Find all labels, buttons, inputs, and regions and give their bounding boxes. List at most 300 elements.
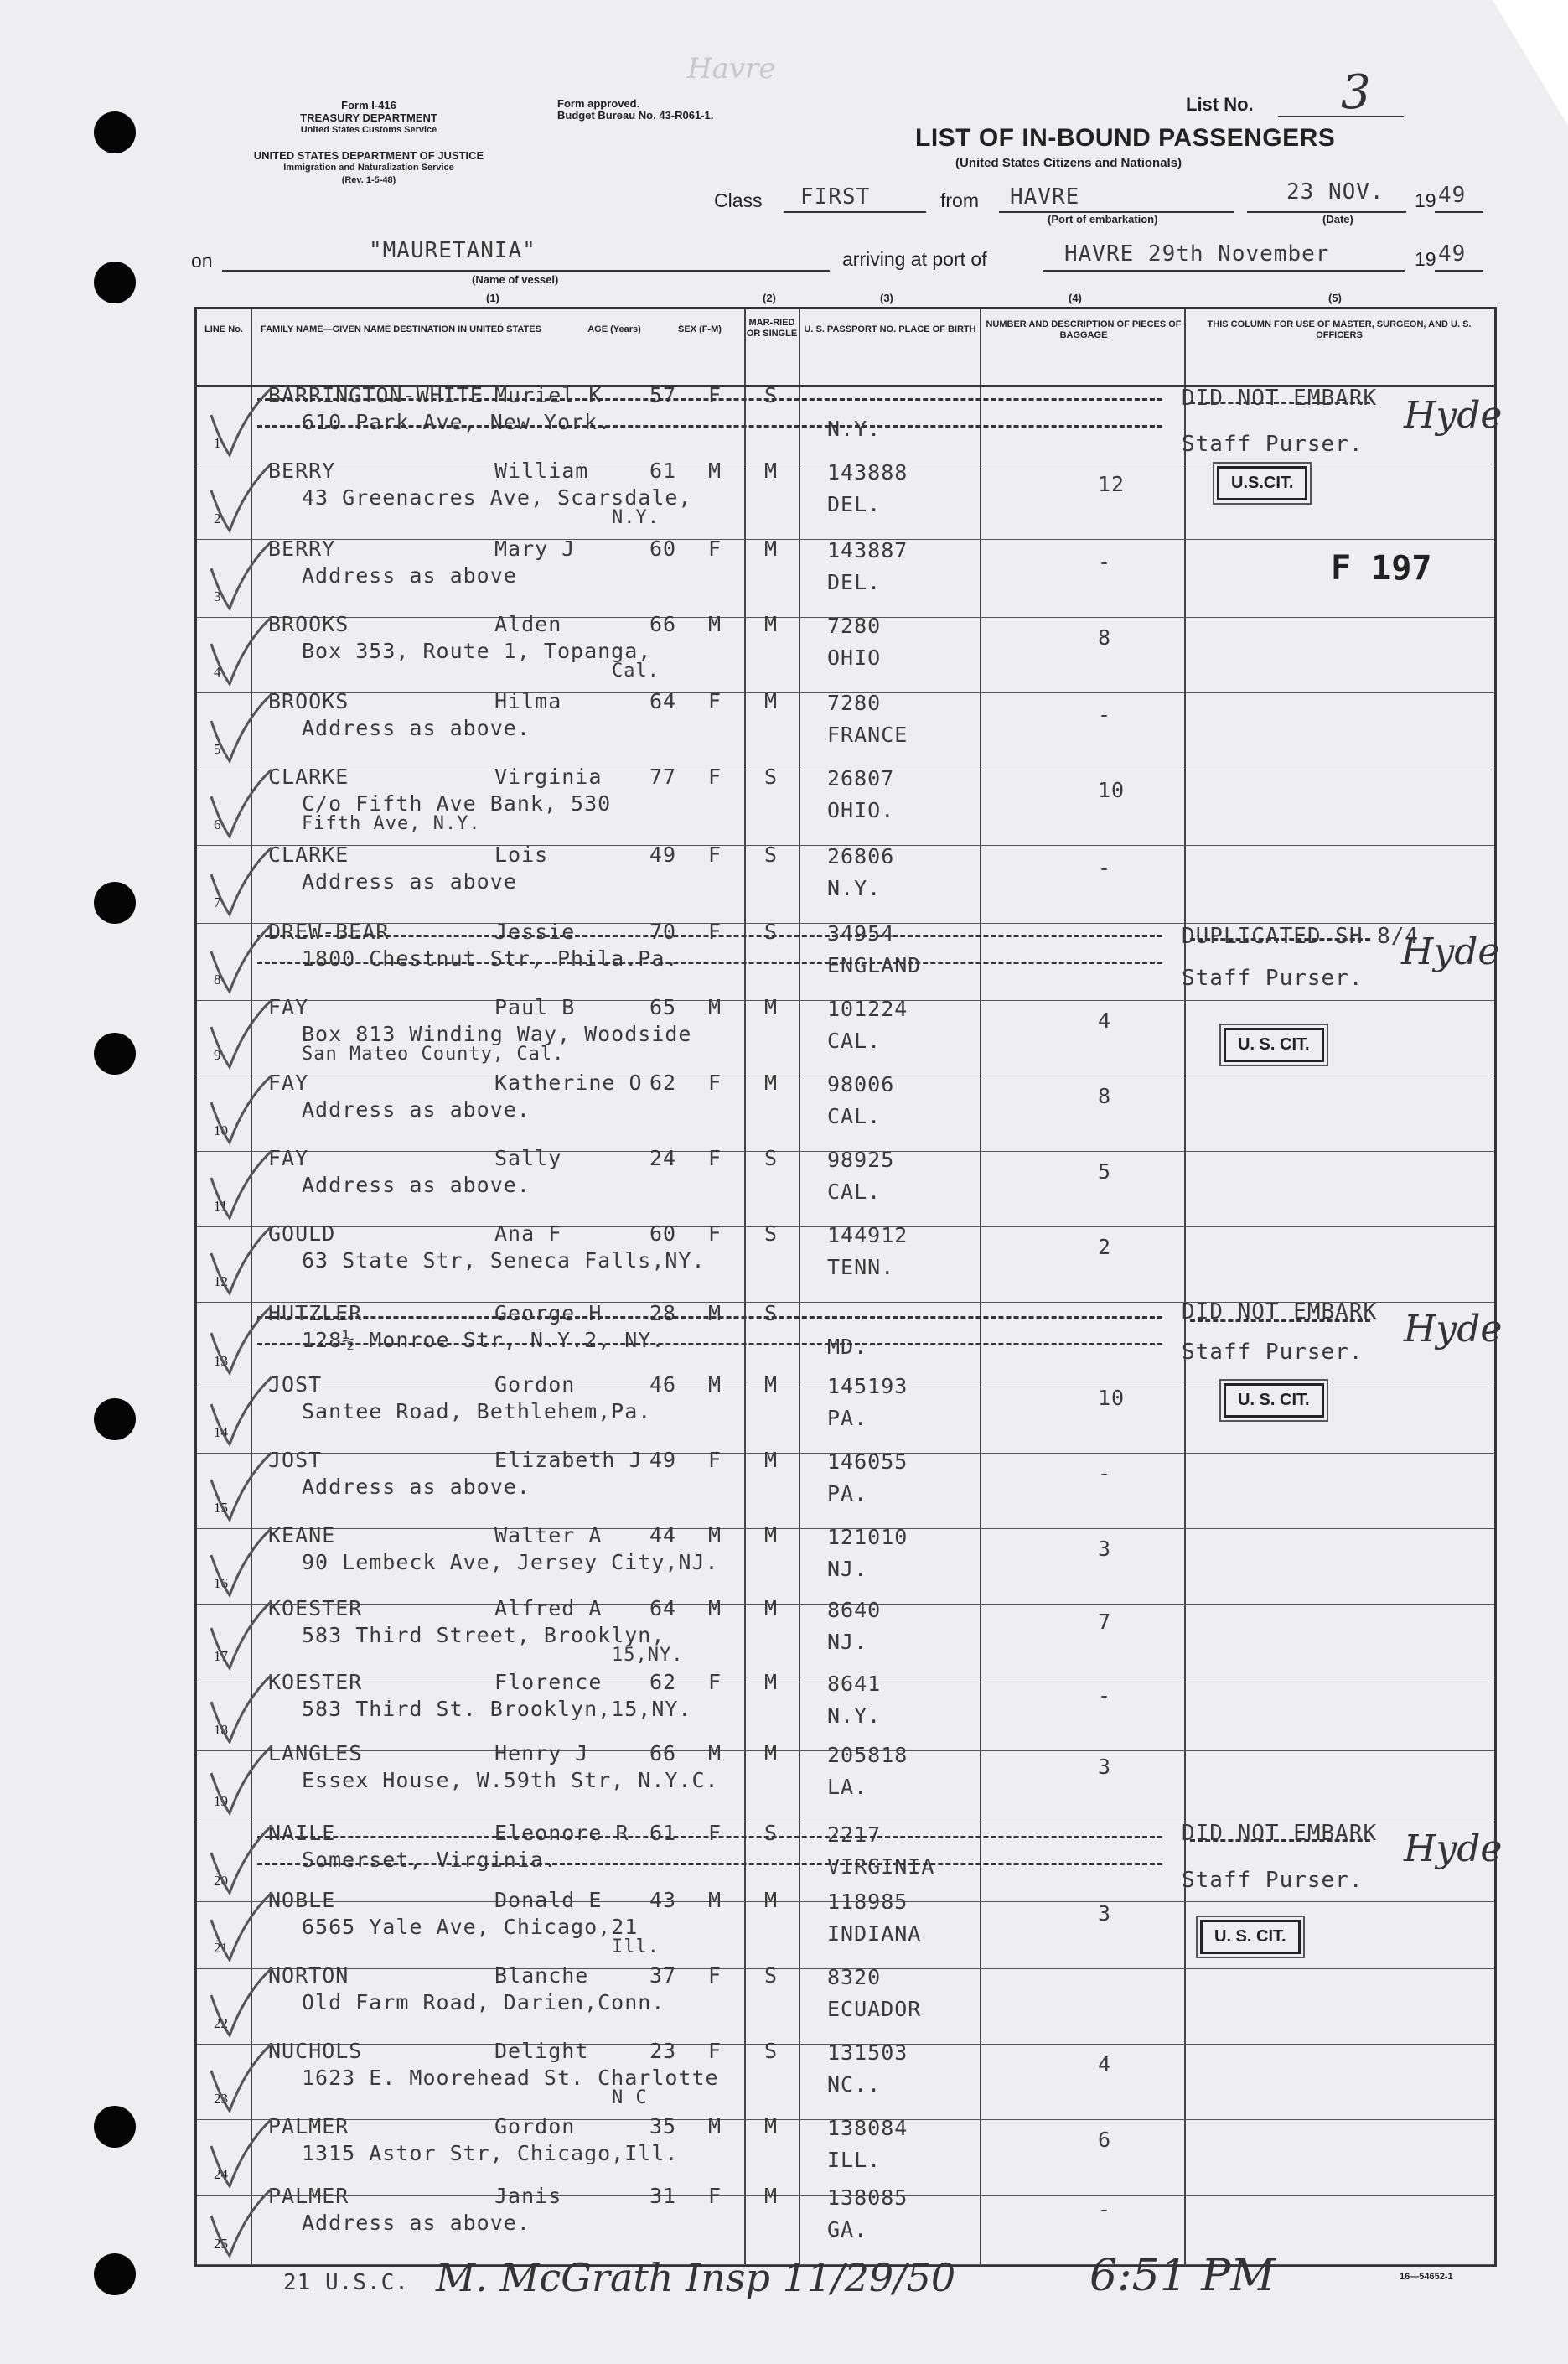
passenger-marital: S [764, 1963, 779, 1988]
passenger-passport-no: 26806 [827, 844, 895, 868]
passenger-given-name: Gordon [494, 1372, 576, 1397]
passenger-surname: DREW-BEAR [268, 920, 390, 944]
year2-line [1435, 270, 1483, 272]
passenger-passport-no: 143888 [827, 460, 908, 485]
passenger-birthplace: MD. [827, 1335, 868, 1359]
year2-prefix: 19 [1415, 248, 1436, 270]
passenger-given-name: Ana F [494, 1221, 562, 1246]
passenger-marital: M [764, 2184, 779, 2208]
passenger-age: 70 [649, 920, 677, 944]
passenger-address: 1800 Chestnut Str, Phila.Pa. [302, 946, 679, 971]
passenger-marital: M [764, 537, 779, 561]
passenger-age: 57 [649, 383, 677, 407]
form-approved: Form approved. [557, 97, 640, 110]
passenger-surname: CLARKE [268, 842, 349, 867]
col-head-remarks: THIS COLUMN FOR USE OF MASTER, SURGEON, AND U. S. OFFICERS [1207, 319, 1472, 340]
passenger-address: Essex House, W.59th Str, N.Y.C. [302, 1768, 719, 1792]
passenger-address: Box 813 Winding Way, Woodside [302, 1022, 692, 1046]
passenger-address: 583 Third St. Brooklyn,15,NY. [302, 1697, 692, 1721]
passenger-given-name: George H [494, 1301, 603, 1325]
line-number: 8 [214, 972, 221, 988]
passenger-surname: KEANE [268, 1523, 336, 1547]
passenger-birthplace: CAL. [827, 1179, 882, 1204]
line-number: 23 [214, 2091, 228, 2107]
form-title: LIST OF IN-BOUND PASSENGERS [915, 124, 1336, 152]
passenger-baggage: 7 [1098, 1610, 1112, 1634]
line-number: 24 [214, 2166, 228, 2182]
passenger-baggage: - [1098, 702, 1112, 727]
passenger-marital: M [764, 1670, 779, 1694]
passenger-marital: M [764, 459, 779, 483]
passenger-baggage: - [1098, 550, 1112, 574]
passenger-passport-no: 26807 [827, 766, 895, 791]
us-cit-stamp: U. S. CIT. [1224, 1383, 1324, 1418]
remark-note: F 197 [1331, 549, 1432, 588]
strike-through [257, 1343, 1162, 1345]
passenger-surname: PALMER [268, 2114, 349, 2138]
passenger-passport-no: 7280 [827, 691, 882, 715]
passenger-marital: S [764, 842, 779, 867]
passenger-sex: F [708, 842, 722, 867]
port-embark-caption: (Port of embarkation) [1048, 213, 1158, 226]
line-number: 18 [214, 1722, 228, 1738]
passenger-marital: M [764, 1071, 779, 1095]
passenger-given-name: Muriel K [494, 383, 603, 407]
list-no-label: List No. [1186, 94, 1254, 115]
passenger-birthplace: NJ. [827, 1630, 868, 1654]
passenger-passport-no: 8640 [827, 1598, 882, 1622]
remark-duplicated: DUPLICATED SH 8/4 [1182, 924, 1420, 949]
remark-did-not-embark: DID NOT EMBARK [1182, 1821, 1378, 1846]
passenger-birthplace: ILL. [827, 2148, 882, 2172]
passenger-birthplace: NC.. [827, 2072, 882, 2097]
passenger-baggage: 4 [1098, 1008, 1112, 1033]
form-id: Form I-416 [341, 99, 396, 111]
col-head-baggage: NUMBER AND DESCRIPTION OF PIECES OF BAGGAGE [986, 319, 1182, 340]
strike-through [257, 425, 1162, 428]
passenger-marital: S [764, 920, 779, 944]
arriving-label: arriving at port of [842, 248, 987, 270]
passenger-address: 610 Park Ave, New York. [302, 410, 612, 434]
passenger-sex: M [708, 612, 722, 636]
line-number: 5 [214, 741, 221, 757]
passenger-age: 46 [649, 1372, 677, 1397]
passenger-address: C/o Fifth Ave Bank, 530 [302, 791, 612, 816]
passenger-age: 23 [649, 2039, 677, 2063]
dept-treasury: TREASURY DEPARTMENT [300, 111, 437, 124]
strike-through [257, 1836, 1162, 1838]
remark-staff-purser: Staff Purser. [1182, 1868, 1364, 1893]
passenger-marital: M [764, 2114, 779, 2138]
year-line [1435, 211, 1483, 213]
purser-signature: Hyde [1404, 1308, 1503, 1350]
strike-through [257, 962, 1162, 964]
passenger-age: 66 [649, 1741, 677, 1765]
line-number: 20 [214, 1873, 228, 1889]
passenger-table [194, 307, 1500, 2267]
passenger-sex: F [708, 2184, 722, 2208]
dept-treasury-sub: United States Customs Service [300, 125, 437, 135]
passenger-passport-no: 138085 [827, 2185, 908, 2210]
passenger-passport-no: 101224 [827, 997, 908, 1021]
passenger-surname: NUCHOLS [268, 2039, 363, 2063]
passenger-baggage: 5 [1098, 1159, 1112, 1184]
passenger-sex: F [708, 1963, 722, 1988]
vessel-caption: (Name of vessel) [472, 273, 559, 286]
passenger-birthplace: CAL. [827, 1104, 882, 1128]
passenger-sex: F [708, 383, 722, 407]
passenger-birthplace: CAL. [827, 1029, 882, 1053]
passenger-address-2: San Mateo County, Cal. [302, 1044, 565, 1065]
date-caption: (Date) [1322, 213, 1353, 226]
passenger-sex: F [708, 1448, 722, 1472]
passenger-surname: CLARKE [268, 765, 349, 789]
passenger-address: Address as above. [302, 2211, 530, 2235]
passenger-address-2: N.Y. [612, 507, 660, 528]
passenger-birthplace: ECUADOR [827, 1997, 922, 2021]
line-number: 16 [214, 1575, 228, 1591]
form-revision: (Rev. 1-5-48) [341, 175, 396, 185]
dept-justice: UNITED STATES DEPARTMENT OF JUSTICE [253, 149, 484, 162]
passenger-birthplace: DEL. [827, 492, 882, 516]
passenger-given-name: Henry J [494, 1741, 589, 1765]
passenger-birthplace: PA. [827, 1406, 868, 1430]
binder-hole [94, 262, 136, 303]
passenger-passport-no: 143887 [827, 538, 908, 562]
passenger-sex: F [708, 1071, 722, 1095]
passenger-sex: F [708, 689, 722, 713]
passenger-given-name: Blanche [494, 1963, 589, 1988]
passenger-address: Santee Road, Bethlehem,Pa. [302, 1399, 652, 1423]
passenger-given-name: Eleonore R [494, 1821, 629, 1845]
passenger-address: Somerset, Virginia. [302, 1848, 557, 1872]
passenger-age: 65 [649, 995, 677, 1019]
passenger-passport-no: 7280 [827, 614, 882, 638]
binder-hole [94, 2106, 136, 2148]
us-cit-stamp: U.S.CIT. [1217, 466, 1307, 500]
passenger-age: 44 [649, 1523, 677, 1547]
passenger-address: 43 Greenacres Ave, Scarsdale, [302, 485, 692, 510]
passenger-birthplace: OHIO. [827, 798, 895, 822]
passenger-sex: M [708, 1372, 722, 1397]
passenger-marital: M [764, 1888, 779, 1912]
passenger-sex: F [708, 2039, 722, 2063]
line-number: 7 [214, 894, 221, 910]
passenger-passport-no: 118985 [827, 1890, 908, 1914]
line-number: 6 [214, 817, 221, 832]
passenger-given-name: Jessie [494, 920, 576, 944]
passenger-sex: M [708, 1741, 722, 1765]
passenger-age: 24 [649, 1146, 677, 1170]
passenger-baggage: - [1098, 1683, 1112, 1708]
line-number: 17 [214, 1648, 228, 1664]
passenger-sex: M [708, 1888, 722, 1912]
col-num-2: (2) [763, 292, 776, 304]
passenger-address-2: Ill. [612, 1936, 660, 1957]
arrival-line [1043, 270, 1405, 272]
remark-did-not-embark: DID NOT EMBARK [1182, 1299, 1378, 1325]
faint-port-note: Havre [687, 52, 776, 86]
passenger-address: 90 Lembeck Ave, Jersey City,NJ. [302, 1550, 719, 1574]
col-head-name: FAMILY NAME—GIVEN NAME DESTINATION IN UNITED STATES [261, 324, 541, 334]
passenger-passport-no: 145193 [827, 1374, 908, 1398]
col-num-4: (4) [1069, 292, 1082, 304]
passenger-surname: JOST [268, 1448, 323, 1472]
class-value: FIRST [800, 184, 871, 210]
passenger-surname: PALMER [268, 2184, 349, 2208]
passenger-sex: M [708, 1301, 722, 1325]
passenger-sex: F [708, 920, 722, 944]
passenger-age: 31 [649, 2184, 677, 2208]
passenger-birthplace: INDIANA [827, 1921, 922, 1946]
binder-hole [94, 111, 136, 153]
passenger-given-name: Hilma [494, 689, 562, 713]
passenger-surname: JOST [268, 1372, 323, 1397]
purser-signature: Hyde [1401, 931, 1500, 973]
inspection-time: 6:51 PM [1089, 2251, 1276, 2301]
passenger-passport-no: 205818 [827, 1743, 908, 1767]
passenger-marital: S [764, 2039, 779, 2063]
strike-through [257, 1316, 1162, 1319]
passenger-age: 43 [649, 1888, 677, 1912]
passenger-sex: M [708, 995, 722, 1019]
passenger-birthplace: ENGLAND [827, 953, 922, 977]
passenger-address: Address as above. [302, 1097, 530, 1122]
passenger-surname: BARRINGTON-WHITE [268, 383, 484, 407]
passenger-address: Box 353, Route 1, Topanga, [302, 639, 652, 663]
passenger-passport-no: 8320 [827, 1965, 882, 1989]
from-label: from [940, 189, 979, 211]
passenger-birthplace: DEL. [827, 570, 882, 594]
passenger-sex: M [708, 1596, 722, 1620]
passenger-age: 64 [649, 1596, 677, 1620]
vessel-line [222, 270, 830, 272]
passenger-baggage: - [1098, 2197, 1112, 2221]
passenger-passport-no: 144912 [827, 1223, 908, 1247]
passenger-given-name: Florence [494, 1670, 603, 1694]
passenger-given-name: Lois [494, 842, 549, 867]
passenger-marital: M [764, 612, 779, 636]
passenger-given-name: Donald E [494, 1888, 603, 1912]
passenger-surname: BROOKS [268, 612, 349, 636]
passenger-baggage: 10 [1098, 778, 1126, 802]
passenger-surname: GOULD [268, 1221, 336, 1246]
passenger-age: 61 [649, 1821, 677, 1845]
passenger-baggage: 6 [1098, 2128, 1112, 2152]
passenger-address: 128½ Monroe Str, N.Y.2, NY. [302, 1328, 665, 1352]
passenger-marital: M [764, 1448, 779, 1472]
passenger-sex: F [708, 765, 722, 789]
passenger-surname: BERRY [268, 537, 336, 561]
passenger-sex: M [708, 459, 722, 483]
passenger-surname: BROOKS [268, 689, 349, 713]
passenger-passport-no: 8641 [827, 1672, 882, 1696]
passenger-birthplace: N.Y. [827, 1703, 882, 1728]
passenger-given-name: Elizabeth J [494, 1448, 643, 1472]
passenger-birthplace: FRANCE [827, 723, 908, 747]
passenger-passport-no: 138084 [827, 2116, 908, 2140]
passenger-marital: S [764, 383, 779, 407]
passenger-sex: F [708, 1821, 722, 1845]
passenger-address: Address as above [302, 563, 517, 588]
line-number: 4 [214, 664, 221, 680]
passenger-given-name: Janis [494, 2184, 562, 2208]
passenger-address: Address as above [302, 869, 517, 894]
passenger-birthplace: NJ. [827, 1557, 868, 1581]
passenger-age: 49 [649, 842, 677, 867]
col-head-line: LINE No. [204, 324, 243, 334]
torn-corner [1493, 0, 1568, 126]
class-label: Class [714, 189, 763, 211]
on-label: on [191, 250, 213, 272]
passenger-surname: FAY [268, 1071, 309, 1095]
passenger-surname: NOBLE [268, 1888, 336, 1912]
passenger-age: 60 [649, 537, 677, 561]
passenger-sex: F [708, 537, 722, 561]
passenger-birthplace: PA. [827, 1481, 868, 1506]
from-value: HAVRE [1010, 184, 1080, 210]
passenger-passport-no: 146055 [827, 1449, 908, 1474]
passenger-surname: FAY [268, 1146, 309, 1170]
passenger-surname: KOESTER [268, 1596, 363, 1620]
strike-through [257, 1863, 1162, 1865]
year-prefix: 19 [1415, 189, 1436, 211]
passenger-address: 1315 Astor Str, Chicago,Ill. [302, 2141, 679, 2165]
passenger-address: 6565 Yale Ave, Chicago,21 [302, 1915, 639, 1939]
passenger-baggage: 10 [1098, 1386, 1126, 1410]
dept-justice-sub: Immigration and Naturalization Service [283, 163, 454, 173]
remark-did-not-embark: DID NOT EMBARK [1182, 386, 1378, 411]
passenger-age: 77 [649, 765, 677, 789]
passenger-address: 1623 E. Moorehead St. Charlotte [302, 2066, 719, 2090]
passenger-sex: M [708, 2114, 722, 2138]
passenger-birthplace: N.Y. [827, 876, 882, 900]
passenger-age: 62 [649, 1670, 677, 1694]
passenger-baggage: 3 [1098, 1537, 1112, 1561]
passenger-age: 62 [649, 1071, 677, 1095]
strike-through [257, 398, 1162, 401]
passenger-address-2: 15,NY. [612, 1645, 684, 1666]
date-value: 23 NOV. [1286, 179, 1384, 205]
us-cit-stamp: U. S. CIT. [1224, 1028, 1324, 1062]
passenger-baggage: 8 [1098, 625, 1112, 650]
passenger-marital: S [764, 1301, 779, 1325]
passenger-marital: M [764, 1523, 779, 1547]
budget-bureau: Budget Bureau No. 43-R061-1. [557, 109, 714, 122]
passenger-given-name: Mary J [494, 537, 576, 561]
inspector-signature: M. McGrath Insp 11/29/50 [436, 2255, 956, 2300]
passenger-given-name: Virginia [494, 765, 603, 789]
passenger-sex: F [708, 1146, 722, 1170]
line-number: 13 [214, 1353, 228, 1369]
passenger-sex: F [708, 1221, 722, 1246]
passenger-given-name: Sally [494, 1146, 562, 1170]
passenger-passport-no: 98925 [827, 1148, 895, 1172]
col-num-5: (5) [1328, 292, 1342, 304]
line-number: 12 [214, 1273, 228, 1289]
passenger-address: Address as above. [302, 716, 530, 740]
passenger-marital: M [764, 1741, 779, 1765]
line-number: 1 [214, 435, 221, 451]
passenger-baggage: 12 [1098, 472, 1126, 496]
passenger-given-name: William [494, 459, 589, 483]
passenger-surname: NORTON [268, 1963, 349, 1988]
binder-hole [94, 882, 136, 924]
passenger-surname: BERRY [268, 459, 336, 483]
line-number: 10 [214, 1122, 228, 1138]
passenger-baggage: 2 [1098, 1235, 1112, 1259]
line-number: 11 [214, 1198, 228, 1214]
passenger-address-2: Cal. [612, 661, 660, 682]
passenger-address-2: Fifth Ave, N.Y. [302, 813, 481, 834]
binder-hole [94, 1033, 136, 1075]
form-subtitle: (United States Citizens and Nationals) [955, 156, 1182, 170]
passenger-surname: FAY [268, 995, 309, 1019]
remark-staff-purser: Staff Purser. [1182, 1340, 1364, 1365]
passenger-age: 37 [649, 1963, 677, 1988]
passenger-birthplace: TENN. [827, 1255, 895, 1279]
strike-through [257, 935, 1162, 937]
col-num-3: (3) [880, 292, 893, 304]
passenger-surname: LANGLES [268, 1741, 363, 1765]
passenger-marital: S [764, 1821, 779, 1845]
passenger-surname: KOESTER [268, 1670, 363, 1694]
passenger-marital: S [764, 1221, 779, 1246]
line-number: 22 [214, 2015, 228, 2031]
passenger-age: 66 [649, 612, 677, 636]
passenger-marital: M [764, 995, 779, 1019]
passenger-birthplace: N.Y. [827, 417, 882, 441]
passenger-sex: M [708, 1523, 722, 1547]
us-cit-stamp: U. S. CIT. [1200, 1920, 1301, 1954]
passenger-passport-no: 34954 [827, 921, 895, 946]
line-number: 9 [214, 1047, 221, 1063]
line-number: 2 [214, 511, 221, 526]
passenger-marital: S [764, 765, 779, 789]
passenger-address: 583 Third Street, Brooklyn, [302, 1623, 665, 1647]
passenger-passport-no: 98006 [827, 1072, 895, 1096]
list-no-value: 3 [1341, 65, 1371, 120]
passenger-age: 60 [649, 1221, 677, 1246]
passenger-marital: M [764, 1372, 779, 1397]
passenger-given-name: Alden [494, 612, 562, 636]
print-code: 16—54652-1 [1400, 2272, 1453, 2282]
passenger-marital: M [764, 689, 779, 713]
passenger-age: 64 [649, 689, 677, 713]
line-number: 3 [214, 588, 221, 604]
passenger-given-name: Katherine O [494, 1071, 643, 1095]
passenger-marital: S [764, 1146, 779, 1170]
col-head-age: AGE (Years) [587, 324, 641, 334]
passenger-passport-no: 121010 [827, 1525, 908, 1549]
passenger-age: 28 [649, 1301, 677, 1325]
purser-signature: Hyde [1404, 1827, 1503, 1870]
passenger-age: 35 [649, 2114, 677, 2138]
passenger-marital: M [764, 1596, 779, 1620]
passenger-given-name: Delight [494, 2039, 589, 2063]
passenger-address: Old Farm Road, Darien,Conn. [302, 1990, 665, 2014]
remark-staff-purser: Staff Purser. [1182, 432, 1364, 457]
col-head-married: MAR-RIED OR SINGLE [746, 318, 798, 339]
passenger-given-name: Gordon [494, 2114, 576, 2138]
vessel-name: "MAURETANIA" [369, 238, 536, 263]
passenger-birthplace: LA. [827, 1775, 868, 1799]
passenger-address: 63 State Str, Seneca Falls,NY. [302, 1248, 706, 1273]
footer-code: 21 U.S.C. [283, 2270, 409, 2295]
line-number: 21 [214, 1940, 228, 1956]
passenger-age: 49 [649, 1448, 677, 1472]
passenger-baggage: 3 [1098, 1901, 1112, 1926]
